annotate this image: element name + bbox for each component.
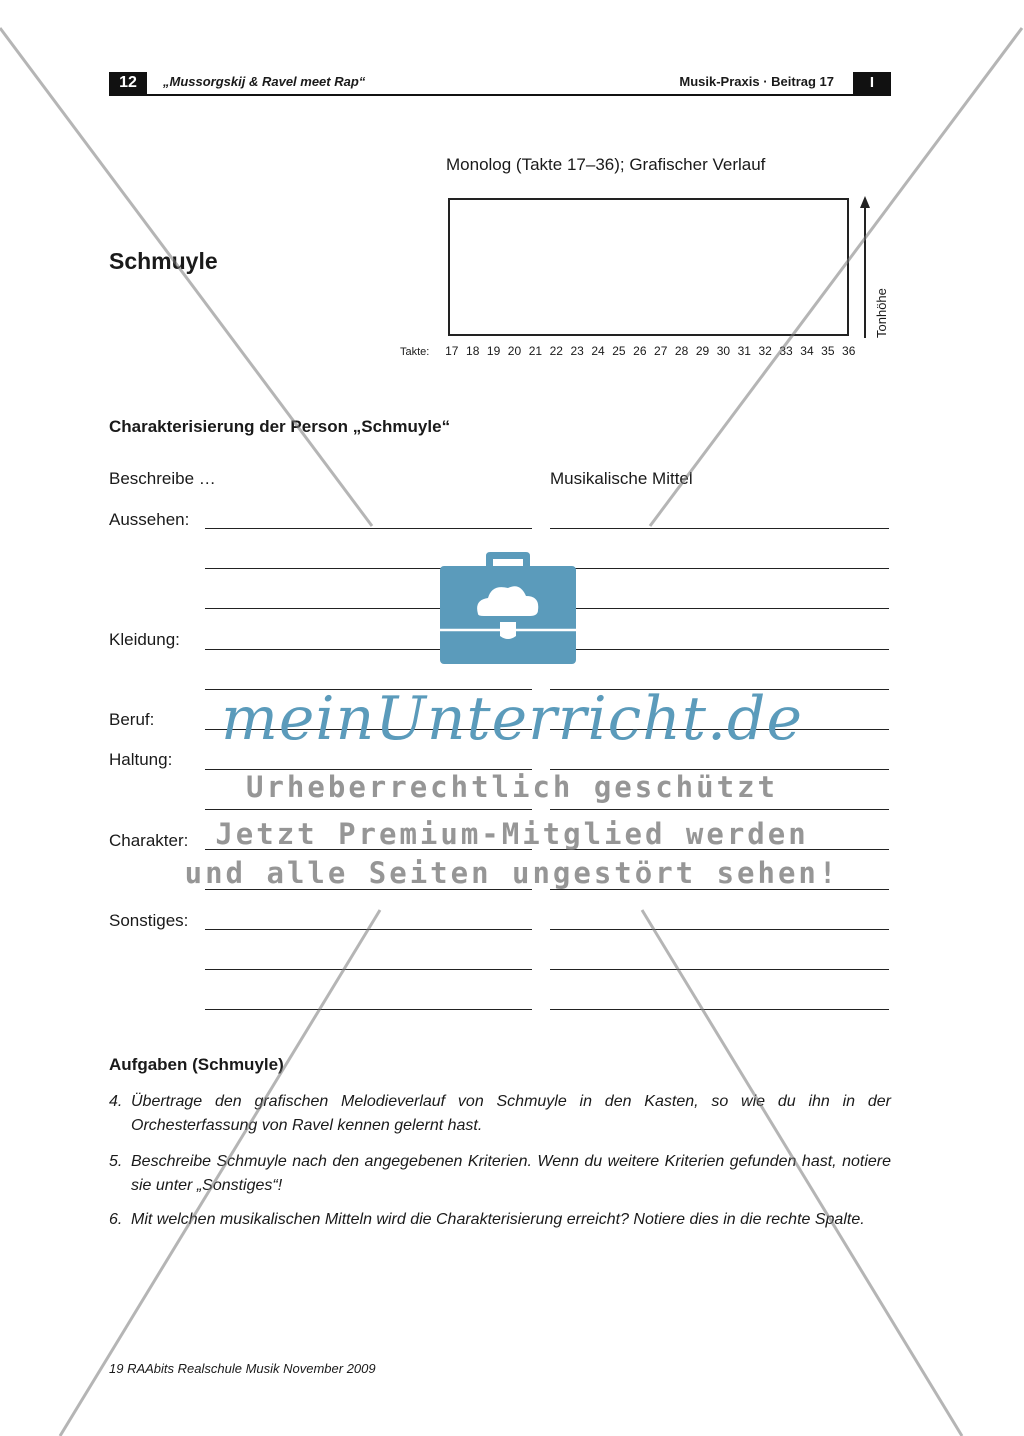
criterion-label: Charakter: [109, 831, 189, 850]
musical-means-answer-line[interactable] [550, 649, 889, 650]
page-title: Schmuyle [109, 248, 218, 274]
takt-number: 23 [570, 344, 584, 358]
task-item [109, 1090, 891, 1138]
describe-answer-line[interactable] [205, 1009, 532, 1010]
takt-number: 19 [486, 344, 501, 358]
takt-number: 17 [445, 344, 459, 358]
takt-number: 36 [842, 344, 856, 358]
takt-number: 27 [654, 344, 668, 358]
describe-column-header: Beschreibe … [109, 469, 216, 488]
watermark-see-all: und alle Seiten ungestört sehen! [184, 856, 840, 890]
graph-drawing-box[interactable] [448, 198, 849, 336]
criterion-label: Sonstiges: [109, 911, 189, 930]
takt-number: 22 [549, 344, 563, 358]
graph-caption: Monolog (Takte 17–36); Grafischer Verlauf [446, 155, 766, 174]
takt-number: 34 [800, 344, 814, 358]
criterion-label: Aussehen: [109, 510, 190, 529]
describe-answer-line[interactable] [205, 969, 532, 970]
takt-number: 25 [612, 344, 626, 358]
takt-number: 18 [466, 344, 480, 358]
takte-numbers [441, 344, 859, 358]
takt-number: 30 [716, 344, 731, 358]
takt-number: 21 [528, 344, 543, 358]
watermark-brand: meinUnterricht.de [221, 684, 803, 754]
musical-means-answer-line[interactable] [550, 929, 889, 930]
task-number: 6. [109, 1211, 123, 1228]
musical-means-answer-line[interactable] [550, 608, 889, 609]
musical-means-answer-line[interactable] [550, 568, 889, 569]
task-number: 5. [109, 1153, 123, 1170]
takt-number: 20 [507, 344, 522, 358]
watermark-premium: Jetzt Premium-Mitglied werden [215, 817, 809, 851]
tasks-title: Aufgaben (Schmuyle) [109, 1055, 284, 1074]
describe-answer-line[interactable] [205, 929, 532, 930]
describe-answer-line[interactable] [205, 809, 532, 810]
takt-number: 32 [758, 344, 772, 358]
task-text: Mit welchen musikalischen Mitteln wird die Charakterisierung erreicht? Notiere dies in die rechte Spalte. [131, 1211, 865, 1228]
criterion-label: Beruf: [109, 710, 155, 729]
task-text: Übertrage den grafischen Melodieverlauf von Schmuyle in den Kasten, so wie du ihn in der Orchesterfassung von Ravel kennen gelernt hast. [131, 1093, 891, 1134]
criterion-label: Haltung: [109, 750, 173, 769]
criterion-label: Kleidung: [109, 630, 180, 649]
takt-number: 35 [821, 344, 835, 358]
musical-means-answer-line[interactable] [550, 969, 889, 970]
section-marker: I [853, 72, 891, 94]
page-number: 12 [109, 72, 147, 94]
takt-number: 33 [779, 344, 793, 358]
footer: 19 RAAbits Realschule Musik November 2009 [109, 1361, 376, 1376]
describe-answer-line[interactable] [205, 528, 532, 529]
header-magazine: Musik-Praxis · Beitrag 17 [679, 74, 834, 89]
pitch-axis-label: Tonhöhe [874, 288, 889, 338]
characterization-title: Charakterisierung der Person „Schmuyle“ [109, 417, 451, 436]
takt-number: 31 [737, 344, 751, 358]
takt-number: 29 [695, 344, 710, 358]
watermark-copyright: Urheberrechtlich geschützt [246, 770, 778, 804]
header-rule [109, 94, 891, 96]
takt-number: 24 [591, 344, 605, 358]
takt-number: 26 [633, 344, 647, 358]
header-title: „Mussorgskij & Ravel meet Rap“ [163, 74, 366, 89]
pitch-axis-arrow-icon [856, 196, 874, 340]
musical-means-column-header: Musikalische Mittel [550, 469, 693, 488]
musical-means-answer-line[interactable] [550, 809, 889, 810]
musical-means-answer-line[interactable] [550, 528, 889, 529]
task-item [109, 1150, 891, 1198]
briefcase-cloud-icon [440, 552, 576, 664]
takt-number: 28 [674, 344, 689, 358]
takte-axis [400, 344, 859, 358]
takte-label: Takte: [400, 346, 430, 358]
musical-means-answer-line[interactable] [550, 1009, 889, 1010]
task-number: 4. [109, 1093, 123, 1110]
task-text: Beschreibe Schmuyle nach den angegebenen Kriterien. Wenn du weitere Kriterien gefunden hast, notiere sie unter „Sonstiges“! [131, 1153, 891, 1194]
task-item [109, 1208, 891, 1232]
